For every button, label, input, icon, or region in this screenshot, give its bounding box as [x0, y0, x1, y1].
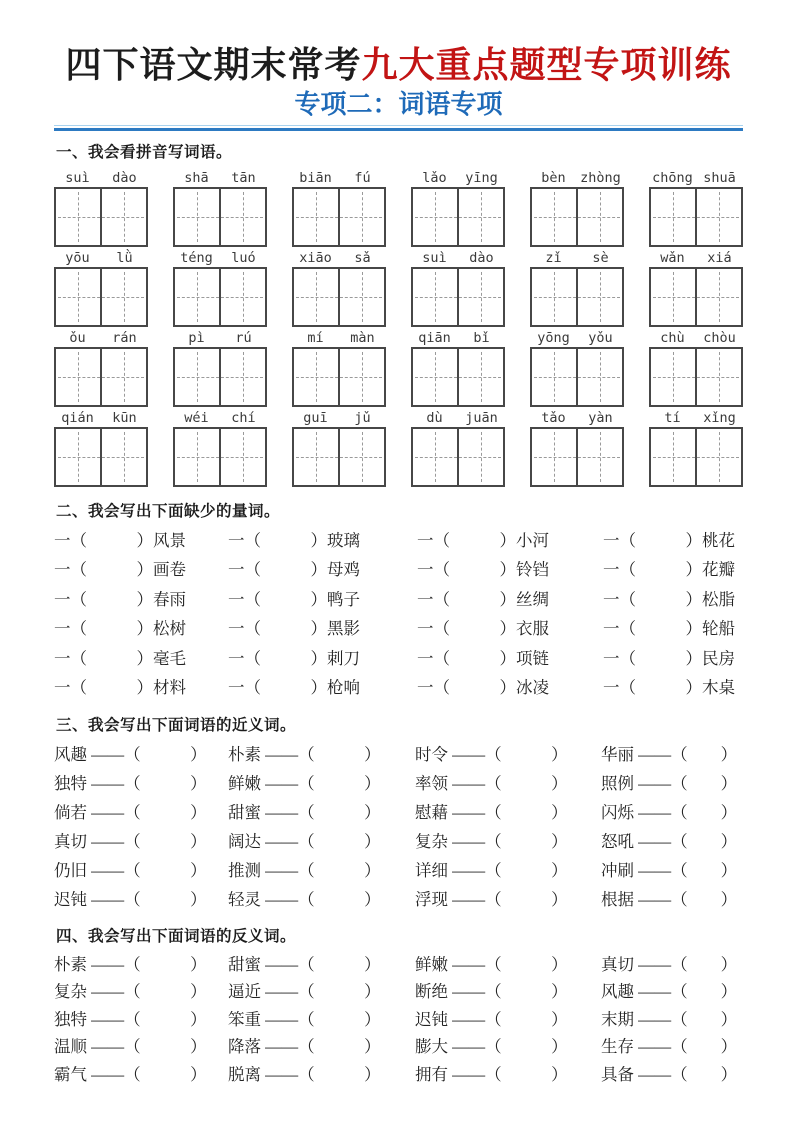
- pinyin-syllable: yǒu: [588, 329, 613, 346]
- writing-grid: [292, 427, 386, 487]
- pinyin-syllable: suì: [65, 169, 90, 186]
- grid-cell: [338, 269, 384, 325]
- section-synonym-heading: 三、我会写出下面词语的近义词。: [56, 716, 297, 734]
- pinyin-syllable: dào: [112, 169, 137, 186]
- antonym-area: [54, 951, 743, 1089]
- measure-word-area: [54, 526, 743, 703]
- synonym-item: 推测 ——（ ）: [228, 860, 381, 880]
- synonym-item: 迟钝 ——（ ）: [54, 889, 207, 909]
- section-pinyin: [54, 140, 743, 487]
- grid-cell: [56, 269, 100, 325]
- antonym-item: 断绝 ——（ ）: [415, 982, 568, 1002]
- pinyin-grid-item: [411, 407, 505, 487]
- synonym-item: 冲刷 ——（ ）: [601, 860, 738, 880]
- pinyin-label: [54, 167, 148, 187]
- pinyin-label: [173, 407, 267, 427]
- writing-grid: [649, 347, 743, 407]
- grid-cell: [56, 349, 100, 405]
- pinyin-label: [530, 167, 624, 187]
- grid-cell: [576, 429, 622, 485]
- pinyin-syllable: xiāo: [299, 249, 332, 266]
- grid-cell: [294, 189, 338, 245]
- grid-cell: [175, 269, 219, 325]
- writing-grid: [54, 267, 148, 327]
- synonym-item: 轻灵 ——（ ）: [228, 889, 381, 909]
- pinyin-grid-item: [530, 167, 624, 247]
- pinyin-syllable: juān: [465, 409, 498, 426]
- measure-word-item: 一（ ）枪响: [228, 678, 360, 698]
- antonym-item: 脱离 ——（ ）: [228, 1064, 381, 1084]
- synonym-item: 鲜嫩 ——（ ）: [228, 773, 381, 793]
- synonym-item: 倘若 ——（ ）: [54, 802, 207, 822]
- pinyin-grid-item: [530, 247, 624, 327]
- grid-cell: [651, 429, 695, 485]
- section-measure-heading: 二、我会写出下面缺少的量词。: [56, 502, 281, 520]
- measure-word-item: 一（ ）木桌: [603, 678, 735, 698]
- measure-word-item: 一（ ）鸭子: [228, 589, 360, 609]
- title-red-part: 九大重点题型专项训练: [361, 45, 732, 85]
- pinyin-label: [411, 247, 505, 267]
- pinyin-label: [292, 327, 386, 347]
- synonym-item: 风趣 ——（ ）: [54, 744, 207, 764]
- measure-word-item: 一（ ）小河: [417, 530, 549, 550]
- pinyin-grid-item: [173, 247, 267, 327]
- writing-grid: [173, 267, 267, 327]
- pinyin-grid-item: [411, 327, 505, 407]
- antonym-item: 朴素 ——（ ）: [54, 954, 207, 974]
- antonym-item: 膨大 ——（ ）: [415, 1037, 568, 1057]
- synonym-item: 阔达 ——（ ）: [228, 831, 381, 851]
- pinyin-grid-item: [292, 167, 386, 247]
- grid-cell: [532, 269, 576, 325]
- pinyin-syllable: tǎo: [541, 409, 566, 426]
- page-title: [54, 44, 743, 87]
- grid-cell: [532, 349, 576, 405]
- title-black-part: 四下语文期末常考: [65, 45, 362, 85]
- grid-cell: [532, 429, 576, 485]
- synonym-item: 根据 ——（ ）: [601, 889, 738, 909]
- synonym-item: 照例 ——（ ）: [601, 773, 738, 793]
- synonym-item: 闪烁 ——（ ）: [601, 802, 738, 822]
- grid-cell: [219, 189, 265, 245]
- grid-cell: [457, 349, 503, 405]
- synonym-item: 复杂 ——（ ）: [415, 831, 568, 851]
- synonym-item: 率领 ——（ ）: [415, 773, 568, 793]
- pinyin-syllable: wéi: [184, 409, 209, 426]
- grid-cell: [175, 349, 219, 405]
- writing-grid: [530, 267, 624, 327]
- measure-word-item: 一（ ）材料: [54, 678, 186, 698]
- pinyin-grid-item: [649, 327, 743, 407]
- pinyin-grid-item: [649, 407, 743, 487]
- measure-word-item: 一（ ）松脂: [603, 589, 735, 609]
- pinyin-syllable: biān: [299, 169, 332, 186]
- pinyin-syllable: lǎo: [422, 169, 447, 186]
- writing-grid: [530, 347, 624, 407]
- measure-word-item: 一（ ）松树: [54, 619, 186, 639]
- grid-cell: [56, 429, 100, 485]
- pinyin-grid-item: [649, 247, 743, 327]
- antonym-item: 拥有 ——（ ）: [415, 1064, 568, 1084]
- pinyin-syllable: suì: [422, 249, 447, 266]
- writing-grid: [292, 187, 386, 247]
- grid-cell: [100, 349, 146, 405]
- antonym-item: 迟钝 ——（ ）: [415, 1009, 568, 1029]
- pinyin-label: [173, 327, 267, 347]
- pinyin-label: [649, 327, 743, 347]
- measure-word-item: 一（ ）花瓣: [603, 560, 735, 580]
- grid-cell: [457, 429, 503, 485]
- pinyin-label: [530, 247, 624, 267]
- measure-word-item: 一（ ）玻璃: [228, 530, 360, 550]
- synonym-item: 朴素 ——（ ）: [228, 744, 381, 764]
- antonym-item: 鲜嫩 ——（ ）: [415, 954, 568, 974]
- writing-grid: [292, 267, 386, 327]
- grid-cell: [100, 429, 146, 485]
- measure-word-item: 一（ ）黑影: [228, 619, 360, 639]
- antonym-item: 霸气 ——（ ）: [54, 1064, 207, 1084]
- grid-cell: [175, 189, 219, 245]
- pinyin-grid-item: [530, 327, 624, 407]
- grid-cell: [294, 349, 338, 405]
- section-measure-words: [54, 499, 743, 703]
- measure-word-item: 一（ ）毫毛: [54, 648, 186, 668]
- pinyin-grid-item: [411, 167, 505, 247]
- grid-cell: [413, 269, 457, 325]
- pinyin-syllable: fú: [354, 169, 371, 186]
- pinyin-syllable: zǐ: [545, 249, 562, 266]
- pinyin-row: [54, 247, 743, 327]
- pinyin-syllable: yōu: [65, 249, 90, 266]
- grid-cell: [576, 349, 622, 405]
- antonym-item: 笨重 ——（ ）: [228, 1009, 381, 1029]
- pinyin-syllable: ǒu: [69, 329, 86, 346]
- pinyin-syllable: kūn: [112, 409, 137, 426]
- measure-word-item: 一（ ）轮船: [603, 619, 735, 639]
- grid-cell: [219, 429, 265, 485]
- pinyin-syllable: rú: [235, 329, 252, 346]
- pinyin-syllable: chí: [231, 409, 256, 426]
- pinyin-syllable: chòu: [703, 329, 736, 346]
- grid-cell: [651, 269, 695, 325]
- pinyin-syllable: luó: [231, 249, 256, 266]
- pinyin-grid-item: [173, 407, 267, 487]
- antonym-item: 末期 ——（ ）: [601, 1009, 738, 1029]
- writing-grid: [173, 347, 267, 407]
- synonym-item: 独特 ——（ ）: [54, 773, 207, 793]
- pinyin-label: [649, 167, 743, 187]
- synonym-item: 时令 ——（ ）: [415, 744, 568, 764]
- grid-cell: [457, 189, 503, 245]
- pinyin-grid-item: [292, 327, 386, 407]
- section-pinyin-heading: 一、我会看拼音写词语。: [56, 143, 233, 161]
- pinyin-grid-item: [292, 247, 386, 327]
- grid-cell: [219, 269, 265, 325]
- grid-cell: [100, 269, 146, 325]
- synonym-item: 慰藉 ——（ ）: [415, 802, 568, 822]
- pinyin-syllable: bèn: [541, 169, 566, 186]
- pinyin-row: [54, 167, 743, 247]
- pinyin-grid-item: [54, 327, 148, 407]
- grid-cell: [651, 349, 695, 405]
- pinyin-row: [54, 327, 743, 407]
- page-subtitle: 专项二：词语专项: [294, 90, 503, 120]
- pinyin-label: [292, 167, 386, 187]
- pinyin-grid-item: [54, 407, 148, 487]
- section-antonyms: [54, 924, 743, 1089]
- pinyin-label: [173, 167, 267, 187]
- pinyin-grid-item: [292, 407, 386, 487]
- pinyin-grid-item: [649, 167, 743, 247]
- pinyin-label: [292, 407, 386, 427]
- pinyin-grid-area: [54, 167, 743, 487]
- writing-grid: [292, 347, 386, 407]
- pinyin-syllable: chōng: [652, 169, 693, 186]
- pinyin-row: [54, 407, 743, 487]
- pinyin-syllable: guī: [303, 409, 328, 426]
- pinyin-label: [54, 327, 148, 347]
- grid-cell: [576, 189, 622, 245]
- measure-word-item: 一（ ）母鸡: [228, 560, 360, 580]
- writing-grid: [649, 427, 743, 487]
- measure-word-item: 一（ ）项链: [417, 648, 549, 668]
- antonym-item: 具备 ——（ ）: [601, 1064, 738, 1084]
- synonym-item: 真切 ——（ ）: [54, 831, 207, 851]
- antonym-item: 风趣 ——（ ）: [601, 982, 738, 1002]
- pinyin-label: [411, 167, 505, 187]
- measure-word-item: 一（ ）刺刀: [228, 648, 360, 668]
- pinyin-syllable: wǎn: [660, 249, 685, 266]
- writing-grid: [54, 347, 148, 407]
- writing-grid: [411, 267, 505, 327]
- pinyin-syllable: qián: [61, 409, 94, 426]
- pinyin-syllable: màn: [350, 329, 375, 346]
- antonym-item: 温顺 ——（ ）: [54, 1037, 207, 1057]
- pinyin-syllable: mí: [307, 329, 324, 346]
- synonym-item: 华丽 ——（ ）: [601, 744, 738, 764]
- section-synonyms: [54, 713, 743, 914]
- pinyin-label: [530, 407, 624, 427]
- antonym-item: 真切 ——（ ）: [601, 954, 738, 974]
- writing-grid: [530, 187, 624, 247]
- measure-word-item: 一（ ）民房: [603, 648, 735, 668]
- writing-grid: [411, 427, 505, 487]
- grid-cell: [175, 429, 219, 485]
- antonym-item: 独特 ——（ ）: [54, 1009, 207, 1029]
- grid-cell: [576, 269, 622, 325]
- pinyin-syllable: tí: [664, 409, 681, 426]
- pinyin-syllable: zhòng: [580, 169, 621, 186]
- pinyin-label: [54, 407, 148, 427]
- measure-word-item: 一（ ）春雨: [54, 589, 186, 609]
- grid-cell: [338, 189, 384, 245]
- grid-cell: [100, 189, 146, 245]
- grid-cell: [695, 189, 741, 245]
- measure-word-item: 一（ ）丝绸: [417, 589, 549, 609]
- pinyin-label: [649, 247, 743, 267]
- writing-grid: [54, 187, 148, 247]
- antonym-item: 复杂 ——（ ）: [54, 982, 207, 1002]
- pinyin-label: [411, 327, 505, 347]
- synonym-item: 怒吼 ——（ ）: [601, 831, 738, 851]
- pinyin-syllable: sǎ: [354, 249, 371, 266]
- grid-cell: [651, 189, 695, 245]
- antonym-item: 逼近 ——（ ）: [228, 982, 381, 1002]
- pinyin-grid-item: [173, 327, 267, 407]
- pinyin-syllable: chù: [660, 329, 685, 346]
- pinyin-syllable: tān: [231, 169, 256, 186]
- writing-grid: [54, 427, 148, 487]
- pinyin-syllable: shuā: [703, 169, 736, 186]
- pinyin-syllable: yōng: [537, 329, 570, 346]
- synonym-item: 仍旧 ——（ ）: [54, 860, 207, 880]
- grid-cell: [532, 189, 576, 245]
- measure-word-item: 一（ ）铃铛: [417, 560, 549, 580]
- writing-grid: [411, 347, 505, 407]
- grid-cell: [338, 349, 384, 405]
- writing-grid: [173, 427, 267, 487]
- pinyin-syllable: dù: [426, 409, 443, 426]
- pinyin-grid-item: [411, 247, 505, 327]
- grid-cell: [56, 189, 100, 245]
- grid-cell: [413, 429, 457, 485]
- pinyin-label: [292, 247, 386, 267]
- pinyin-syllable: bǐ: [473, 329, 490, 346]
- pinyin-syllable: sè: [592, 249, 609, 266]
- pinyin-syllable: yàn: [588, 409, 613, 426]
- divider-rule: [54, 125, 743, 131]
- pinyin-syllable: dào: [469, 249, 494, 266]
- pinyin-grid-item: [54, 167, 148, 247]
- pinyin-label: [649, 407, 743, 427]
- synonym-item: 详细 ——（ ）: [415, 860, 568, 880]
- pinyin-syllable: téng: [180, 249, 213, 266]
- measure-word-item: 一（ ）冰凌: [417, 678, 549, 698]
- pinyin-grid-item: [530, 407, 624, 487]
- writing-grid: [649, 267, 743, 327]
- pinyin-syllable: shā: [184, 169, 209, 186]
- pinyin-label: [173, 247, 267, 267]
- pinyin-label: [54, 247, 148, 267]
- measure-word-item: 一（ ）画卷: [54, 560, 186, 580]
- grid-cell: [413, 349, 457, 405]
- pinyin-label: [411, 407, 505, 427]
- antonym-item: 降落 ——（ ）: [228, 1037, 381, 1057]
- antonym-item: 甜蜜 ——（ ）: [228, 954, 381, 974]
- grid-cell: [338, 429, 384, 485]
- measure-word-item: 一（ ）桃花: [603, 530, 735, 550]
- pinyin-syllable: qiān: [418, 329, 451, 346]
- pinyin-label: [530, 327, 624, 347]
- pinyin-syllable: xiá: [707, 249, 732, 266]
- pinyin-syllable: lǜ: [116, 249, 133, 266]
- grid-cell: [294, 429, 338, 485]
- pinyin-syllable: jǔ: [354, 409, 371, 426]
- measure-word-item: 一（ ）衣服: [417, 619, 549, 639]
- pinyin-syllable: yīng: [465, 169, 498, 186]
- pinyin-syllable: pì: [188, 329, 205, 346]
- pinyin-grid-item: [173, 167, 267, 247]
- antonym-item: 生存 ——（ ）: [601, 1037, 738, 1057]
- grid-cell: [695, 429, 741, 485]
- section-antonym-heading: 四、我会写出下面词语的反义词。: [56, 927, 297, 945]
- grid-cell: [413, 189, 457, 245]
- pinyin-syllable: rán: [112, 329, 137, 346]
- synonym-area: [54, 740, 743, 914]
- writing-grid: [649, 187, 743, 247]
- pinyin-syllable: xǐng: [703, 409, 736, 426]
- grid-cell: [219, 349, 265, 405]
- writing-grid: [411, 187, 505, 247]
- grid-cell: [457, 269, 503, 325]
- grid-cell: [294, 269, 338, 325]
- synonym-item: 甜蜜 ——（ ）: [228, 802, 381, 822]
- writing-grid: [173, 187, 267, 247]
- grid-cell: [695, 269, 741, 325]
- grid-cell: [695, 349, 741, 405]
- pinyin-grid-item: [54, 247, 148, 327]
- synonym-item: 浮现 ——（ ）: [415, 889, 568, 909]
- writing-grid: [530, 427, 624, 487]
- measure-word-item: 一（ ）风景: [54, 530, 186, 550]
